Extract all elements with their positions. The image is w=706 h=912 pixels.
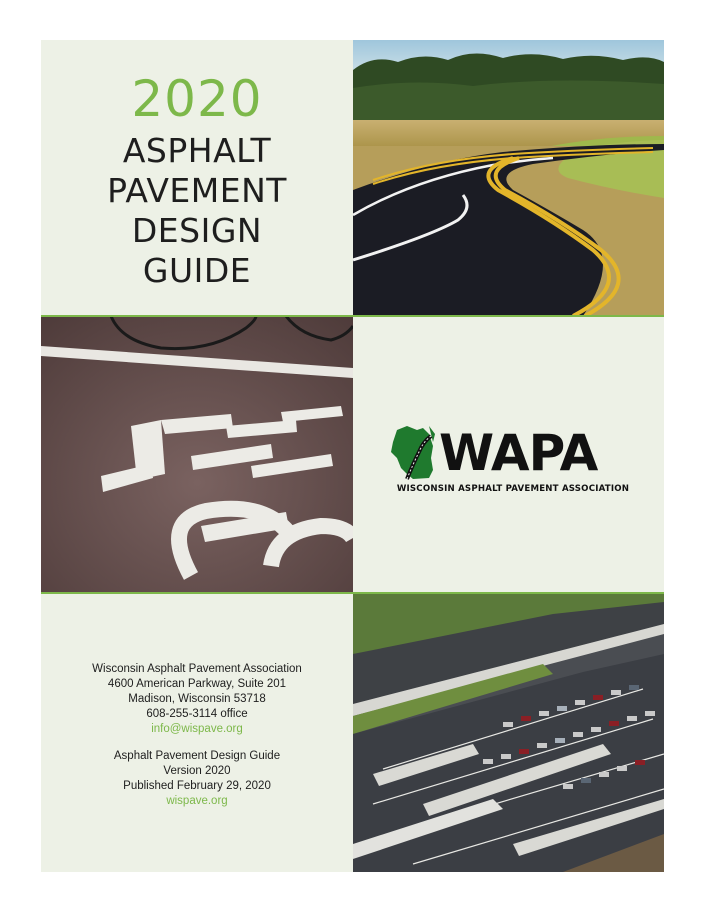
publication-version: Version 2020 <box>163 765 231 777</box>
title-line-4: GUIDE <box>142 251 252 290</box>
wisconsin-map-icon <box>389 424 439 480</box>
green-divider-top <box>41 315 664 317</box>
contact-address-2: Madison, Wisconsin 53718 <box>128 693 266 705</box>
logo-subtitle: WISCONSIN ASPHALT PAVEMENT ASSOCIATION <box>396 484 630 494</box>
publication-date: Published February 29, 2020 <box>123 780 271 792</box>
bike-lane-photo <box>41 316 353 594</box>
contact-phone: 608-255-3114 office <box>146 708 248 720</box>
title-line-3: DESIGN <box>131 211 263 250</box>
green-divider-bottom <box>41 592 664 594</box>
title-year: 2020 <box>131 70 263 128</box>
contact-block <box>41 662 353 737</box>
website-link[interactable]: wispave.org <box>166 795 228 807</box>
info-panel <box>41 594 353 872</box>
parking-lot-photo <box>353 594 664 872</box>
contact-address-1: 4600 American Parkway, Suite 201 <box>107 678 287 690</box>
logo-panel <box>353 316 664 594</box>
title-panel <box>41 40 353 316</box>
title-line-1: ASPHALT <box>122 131 272 170</box>
title-line-2: PAVEMENT <box>107 171 287 210</box>
contact-email-link[interactable]: info@wispave.org <box>151 723 243 735</box>
cover-page <box>41 40 664 872</box>
wapa-logo <box>389 424 639 494</box>
road-photo <box>353 40 664 316</box>
logo-wordmark: WAPA <box>439 424 598 482</box>
publication-block <box>41 749 353 809</box>
contact-org: Wisconsin Asphalt Pavement Association <box>92 663 302 675</box>
publication-name: Asphalt Pavement Design Guide <box>113 750 281 762</box>
